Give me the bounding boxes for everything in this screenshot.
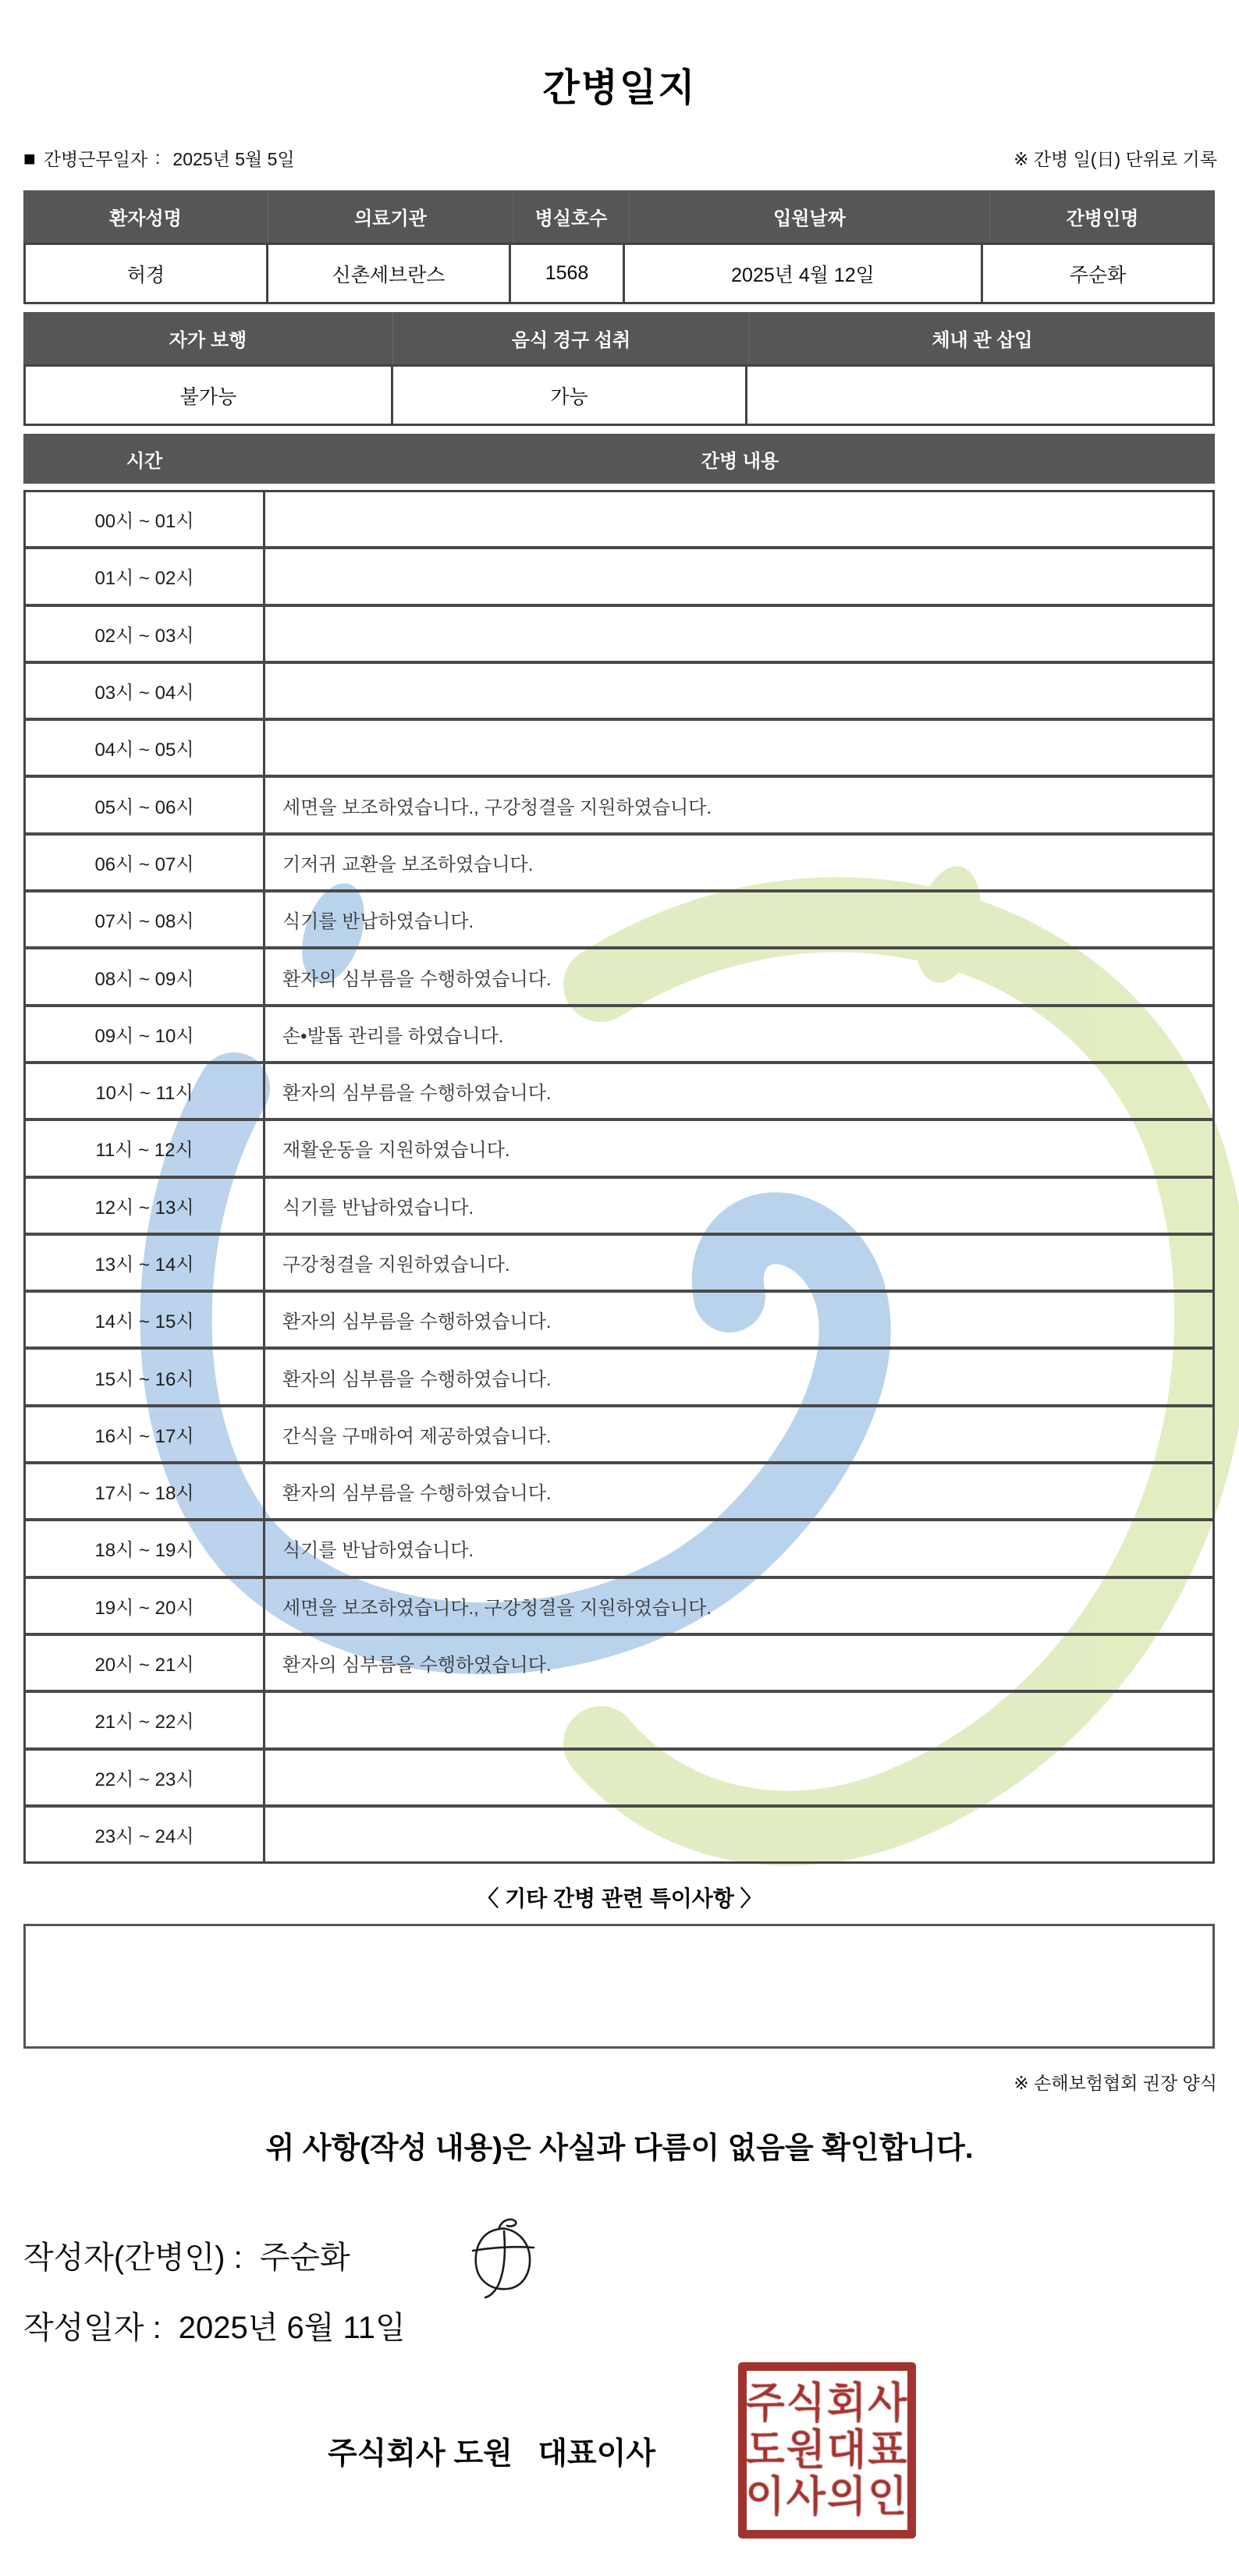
write-date-value: 2025년 6월 11일	[178, 2311, 406, 2345]
log-table-row	[26, 836, 1212, 892]
log-time-cell: 10시 ~ 11시	[26, 1064, 265, 1118]
log-content-cell: 환자의 심부름을 수행하였습니다.	[282, 1655, 552, 1677]
writer-name: 주순화	[259, 2241, 350, 2275]
log-content-cell	[265, 607, 1212, 661]
log-table-row	[26, 1464, 1212, 1521]
header-care-content: 간병 내용	[701, 450, 779, 472]
log-content-cell	[265, 1808, 1212, 1861]
log-table-row	[26, 1407, 1212, 1464]
value-self-walking: 불가능	[26, 367, 393, 424]
log-table-row	[26, 1521, 1212, 1578]
handwritten-signature	[467, 2216, 541, 2300]
write-date-label: 작성일자 :	[23, 2311, 162, 2345]
log-content-cell: 환자의 심부름을 수행하였습니다.	[282, 968, 552, 990]
log-content-cell: 식기를 반납하였습니다.	[282, 911, 474, 933]
log-content-cell: 세면을 보조하였습니다., 구강청결을 지원하였습니다.	[282, 1597, 712, 1619]
status-table	[23, 312, 1215, 426]
log-time-cell: 16시 ~ 17시	[26, 1407, 265, 1461]
log-time-cell: 20시 ~ 21시	[26, 1636, 265, 1690]
log-table-row	[26, 1350, 1212, 1407]
log-time-cell: 07시 ~ 08시	[26, 892, 265, 946]
log-table-row	[26, 549, 1212, 606]
value-room-number: 1568	[511, 245, 625, 302]
log-time-cell: 08시 ~ 09시	[26, 949, 265, 1003]
log-table-row	[26, 1179, 1212, 1236]
header-self-walking: 자가 보행	[23, 312, 393, 364]
log-time-cell: 12시 ~ 13시	[26, 1179, 265, 1233]
status-value-row	[23, 364, 1215, 426]
log-content-cell: 식기를 반납하였습니다.	[282, 1197, 474, 1219]
log-time-cell: 04시 ~ 05시	[26, 721, 265, 775]
log-content-cell	[265, 721, 1212, 775]
log-time-cell: 02시 ~ 03시	[26, 607, 265, 661]
log-content-cell: 세면을 보조하였습니다., 구강청결을 지원하였습니다.	[282, 797, 712, 818]
log-time-cell: 23시 ~ 24시	[26, 1808, 265, 1861]
log-time-cell: 06시 ~ 07시	[26, 836, 265, 889]
work-date-value: 2025년 5월 5일	[172, 149, 295, 169]
value-caregiver-name: 주순화	[1069, 264, 1127, 286]
log-content-cell	[265, 1751, 1212, 1804]
log-content-cell	[265, 549, 1212, 603]
log-table-row	[26, 1121, 1212, 1178]
value-tube-insertion	[747, 367, 1212, 424]
square-bullet-icon: ■	[23, 146, 36, 170]
meta-row	[23, 145, 1217, 171]
log-content-cell: 손•발톱 관리를 하였습니다.	[282, 1025, 504, 1047]
log-content-cell: 환자의 심부름을 수행하였습니다.	[282, 1368, 552, 1390]
log-time-cell: 15시 ~ 16시	[26, 1350, 265, 1403]
log-table-row	[26, 1808, 1212, 1861]
patient-info-value-row	[23, 243, 1215, 304]
log-content-cell	[265, 1693, 1212, 1747]
stamp-line-3: 이사의인	[745, 2473, 909, 2521]
log-time-cell: 22시 ~ 23시	[26, 1751, 265, 1804]
log-content-cell: 간식을 구매하여 제공하였습니다.	[282, 1425, 552, 1447]
log-table-row	[26, 892, 1212, 949]
confirmation-statement: 위 사항(작성 내용)은 사실과 다름이 없음을 확인합니다.	[265, 2132, 974, 2165]
write-date-line	[23, 2303, 406, 2347]
corporate-seal-stamp	[738, 2362, 916, 2539]
log-table-row	[26, 721, 1212, 778]
log-table-row	[26, 1693, 1212, 1750]
work-date-label: 간병근무일자	[43, 149, 148, 169]
log-table-row	[26, 1236, 1212, 1293]
patient-info-table	[23, 190, 1215, 304]
log-time-cell: 13시 ~ 14시	[26, 1236, 265, 1290]
log-content-cell: 구강청결을 지원하였습니다.	[282, 1254, 510, 1276]
value-oral-intake: 가능	[393, 367, 747, 424]
notes-heading: 〈 기타 간병 관련 특이사항 〉	[477, 1886, 762, 1911]
log-table-header	[23, 434, 1215, 484]
log-time-cell: 18시 ~ 19시	[26, 1521, 265, 1575]
log-table-row	[26, 778, 1212, 835]
log-time-cell: 09시 ~ 10시	[26, 1007, 265, 1061]
log-content-cell: 재활운동을 지원하였습니다.	[282, 1140, 510, 1162]
work-date-line	[23, 145, 295, 171]
log-content-cell: 환자의 심부름을 수행하였습니다.	[282, 1083, 552, 1105]
log-table-body	[23, 490, 1215, 1864]
log-table-row	[26, 1751, 1212, 1808]
log-content-cell	[265, 492, 1212, 546]
stamp-line-2: 도원대표	[745, 2426, 909, 2475]
log-table-row	[26, 1579, 1212, 1636]
header-time: 시간	[126, 450, 163, 472]
log-time-cell: 01시 ~ 02시	[26, 549, 265, 603]
work-date-colon: :	[155, 147, 161, 168]
log-time-cell: 21시 ~ 22시	[26, 1693, 265, 1747]
log-time-cell: 14시 ~ 15시	[26, 1293, 265, 1347]
value-patient-name: 허경	[26, 245, 268, 302]
log-content-cell: 환자의 심부름을 수행하였습니다.	[282, 1311, 552, 1333]
status-header-row	[23, 312, 1215, 364]
header-caregiver-name: 간병인명	[1066, 208, 1139, 229]
writer-line	[23, 2233, 350, 2277]
value-admission-date: 2025년 4월 12일	[625, 245, 983, 302]
log-content-cell	[265, 664, 1212, 718]
stamp-line-1: 주식회사	[745, 2379, 909, 2428]
log-time-cell: 03시 ~ 04시	[26, 664, 265, 718]
log-time-cell: 11시 ~ 12시	[26, 1121, 265, 1175]
log-table-row	[26, 1636, 1212, 1693]
unit-note: ※ 간병 일(日) 단위로 기록	[1014, 149, 1217, 169]
log-table-row	[26, 1293, 1212, 1350]
header-tube-insertion: 체내 관 삽입	[932, 330, 1033, 351]
patient-info-header-row	[23, 190, 1215, 243]
page-title: 간병일지	[542, 67, 697, 109]
header-admission-date: 입원날짜	[630, 190, 990, 243]
header-patient-name: 환자성명	[23, 190, 268, 243]
log-time-cell: 19시 ~ 20시	[26, 1579, 265, 1633]
log-time-cell: 00시 ~ 01시	[26, 492, 265, 546]
log-content-cell: 환자의 심부름을 수행하였습니다.	[282, 1483, 552, 1505]
log-table-row	[26, 949, 1212, 1006]
log-content-cell: 기저귀 교환을 보조하였습니다.	[282, 853, 534, 875]
value-medical-institution: 신촌세브란스	[268, 245, 511, 302]
header-medical-institution: 의료기관	[268, 190, 513, 243]
log-table-row	[26, 1007, 1212, 1064]
log-table-row	[26, 607, 1212, 664]
header-room-number: 병실호수	[513, 190, 630, 243]
header-oral-intake: 음식 경구 섭취	[393, 312, 750, 364]
log-table-row	[26, 492, 1212, 549]
writer-label: 작성자(간병인) :	[23, 2241, 243, 2275]
company-ceo-line: 주식회사 도원 대표이사	[328, 2437, 656, 2471]
log-time-cell: 05시 ~ 06시	[26, 778, 265, 832]
log-table-row	[26, 664, 1212, 721]
form-recommendation-note: ※ 손해보험협회 권장 양식	[1014, 2073, 1217, 2093]
notes-box	[23, 1924, 1215, 2049]
log-table-row	[26, 1064, 1212, 1121]
log-content-cell: 식기를 반납하였습니다.	[282, 1540, 474, 1562]
log-time-cell: 17시 ~ 18시	[26, 1464, 265, 1518]
